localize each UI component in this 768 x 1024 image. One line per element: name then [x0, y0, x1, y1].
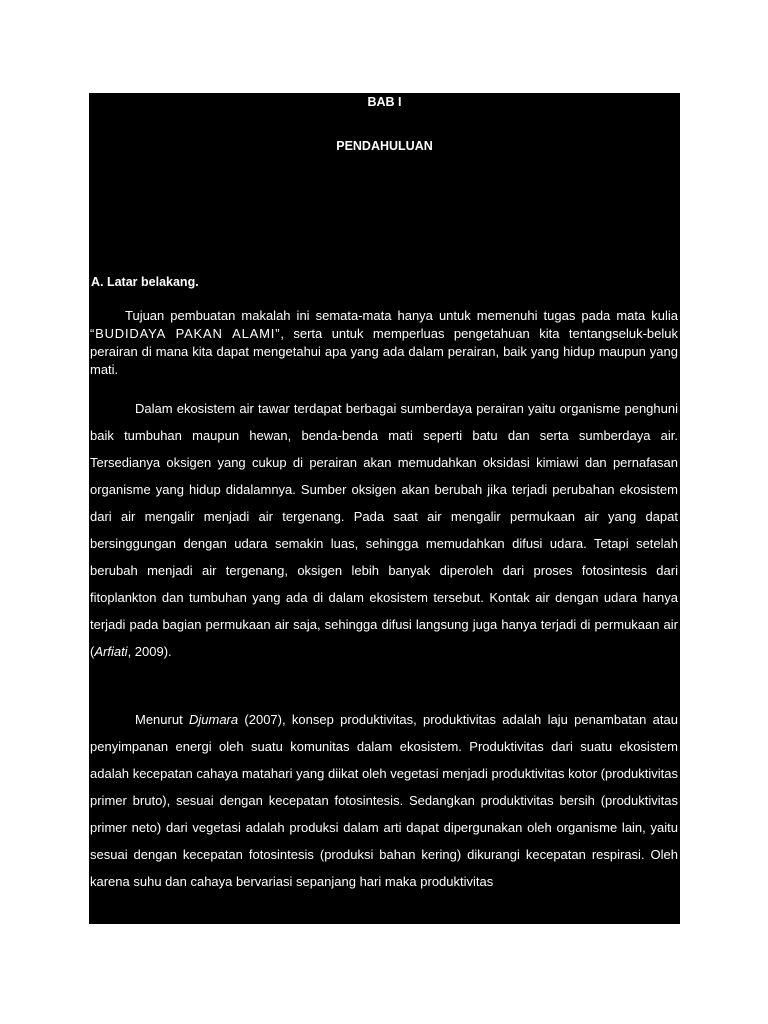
- paragraph-productivity-text: (2007), konsep produktivitas, produktivitas adalah laju penambatan atau penyimpanan energi oleh suatu komunitas dalam ekosistem. Produktivitas dari suatu ekosistem adalah kecepatan cahaya matahari yang diikat oleh vegetasi menjadi produktivitas kotor (produktivitas primer bruto), sesuai dengan kecepatan fotosintesis. Sedangkan produktivitas bersih (produktivitas primer neto) dari vegetasi adalah produksi dalam arti dapat dipergunakan oleh organisme lain, yaitu sesuai dengan kecepatan fotosintesis (produksi bahan kering) dikurangi kecepatan respirasi. Oleh karena suhu dan cahaya bervariasi sepanjang hari maka produktivitas: [90, 712, 678, 889]
- paragraph-purpose: [90, 307, 678, 379]
- chapter-title: PENDAHULUAN: [336, 139, 433, 153]
- paragraph-productivity-lead: Menurut: [135, 712, 189, 727]
- paragraph-productivity: [90, 706, 678, 895]
- citation-author: Arfiati: [94, 644, 128, 659]
- course-title-quote: “BUDIDAYA PAKAN ALAMI”: [90, 326, 281, 341]
- productivity-author: Djumara: [188, 712, 239, 727]
- paragraph-ecosystem: [90, 395, 678, 665]
- paragraph-purpose-text-end: , serta untuk memperluas pengetahuan kita tentangseluk-beluk perairan di mana kita dapat mengetahui apa yang ada dalam perairan, baik yang hidup maupun yang mati.: [90, 326, 678, 377]
- section-heading: A. Latar belakang.: [91, 275, 199, 289]
- paragraph-purpose-text-start: Tujuan pembuatan makalah ini semata-mata hanya untuk memenuhi tugas pada mata kulia: [125, 308, 678, 323]
- paragraph-ecosystem-text: Dalam ekosistem air tawar terdapat berbagai sumberdaya perairan yaitu organisme penghuni baik tumbuhan maupun hewan, benda-benda mati seperti batu dan serta sumberdaya air. Tersedianya oksigen yang cukup di perairan akan memudahkan oksidasi kimiawi dan pernafasan organisme yang hidup didalamnya. Sumber oksigen akan berubah jika terjadi perubahan ekosistem dari air mengalir menjadi air tergenang. Pada saat air mengalir permukaan air yang dapat bersinggungan dengan udara semakin luas, sehingga memudahkan difusi udara. Tetapi setelah berubah menjadi air tergenang, oksigen lebih banyak diperoleh dari proses fotosintesis dari fitoplankton dan tumbuhan yang ada di dalam ekosistem tersebut. Kontak air dengan udara hanya terjadi pada bagian permukaan air saja, sehingga difusi langsung juga hanya terjadi di permukaan air (: [90, 401, 678, 659]
- citation-year: , 2009).: [127, 644, 172, 659]
- document-page: [89, 93, 680, 924]
- chapter-number: BAB I: [367, 95, 402, 109]
